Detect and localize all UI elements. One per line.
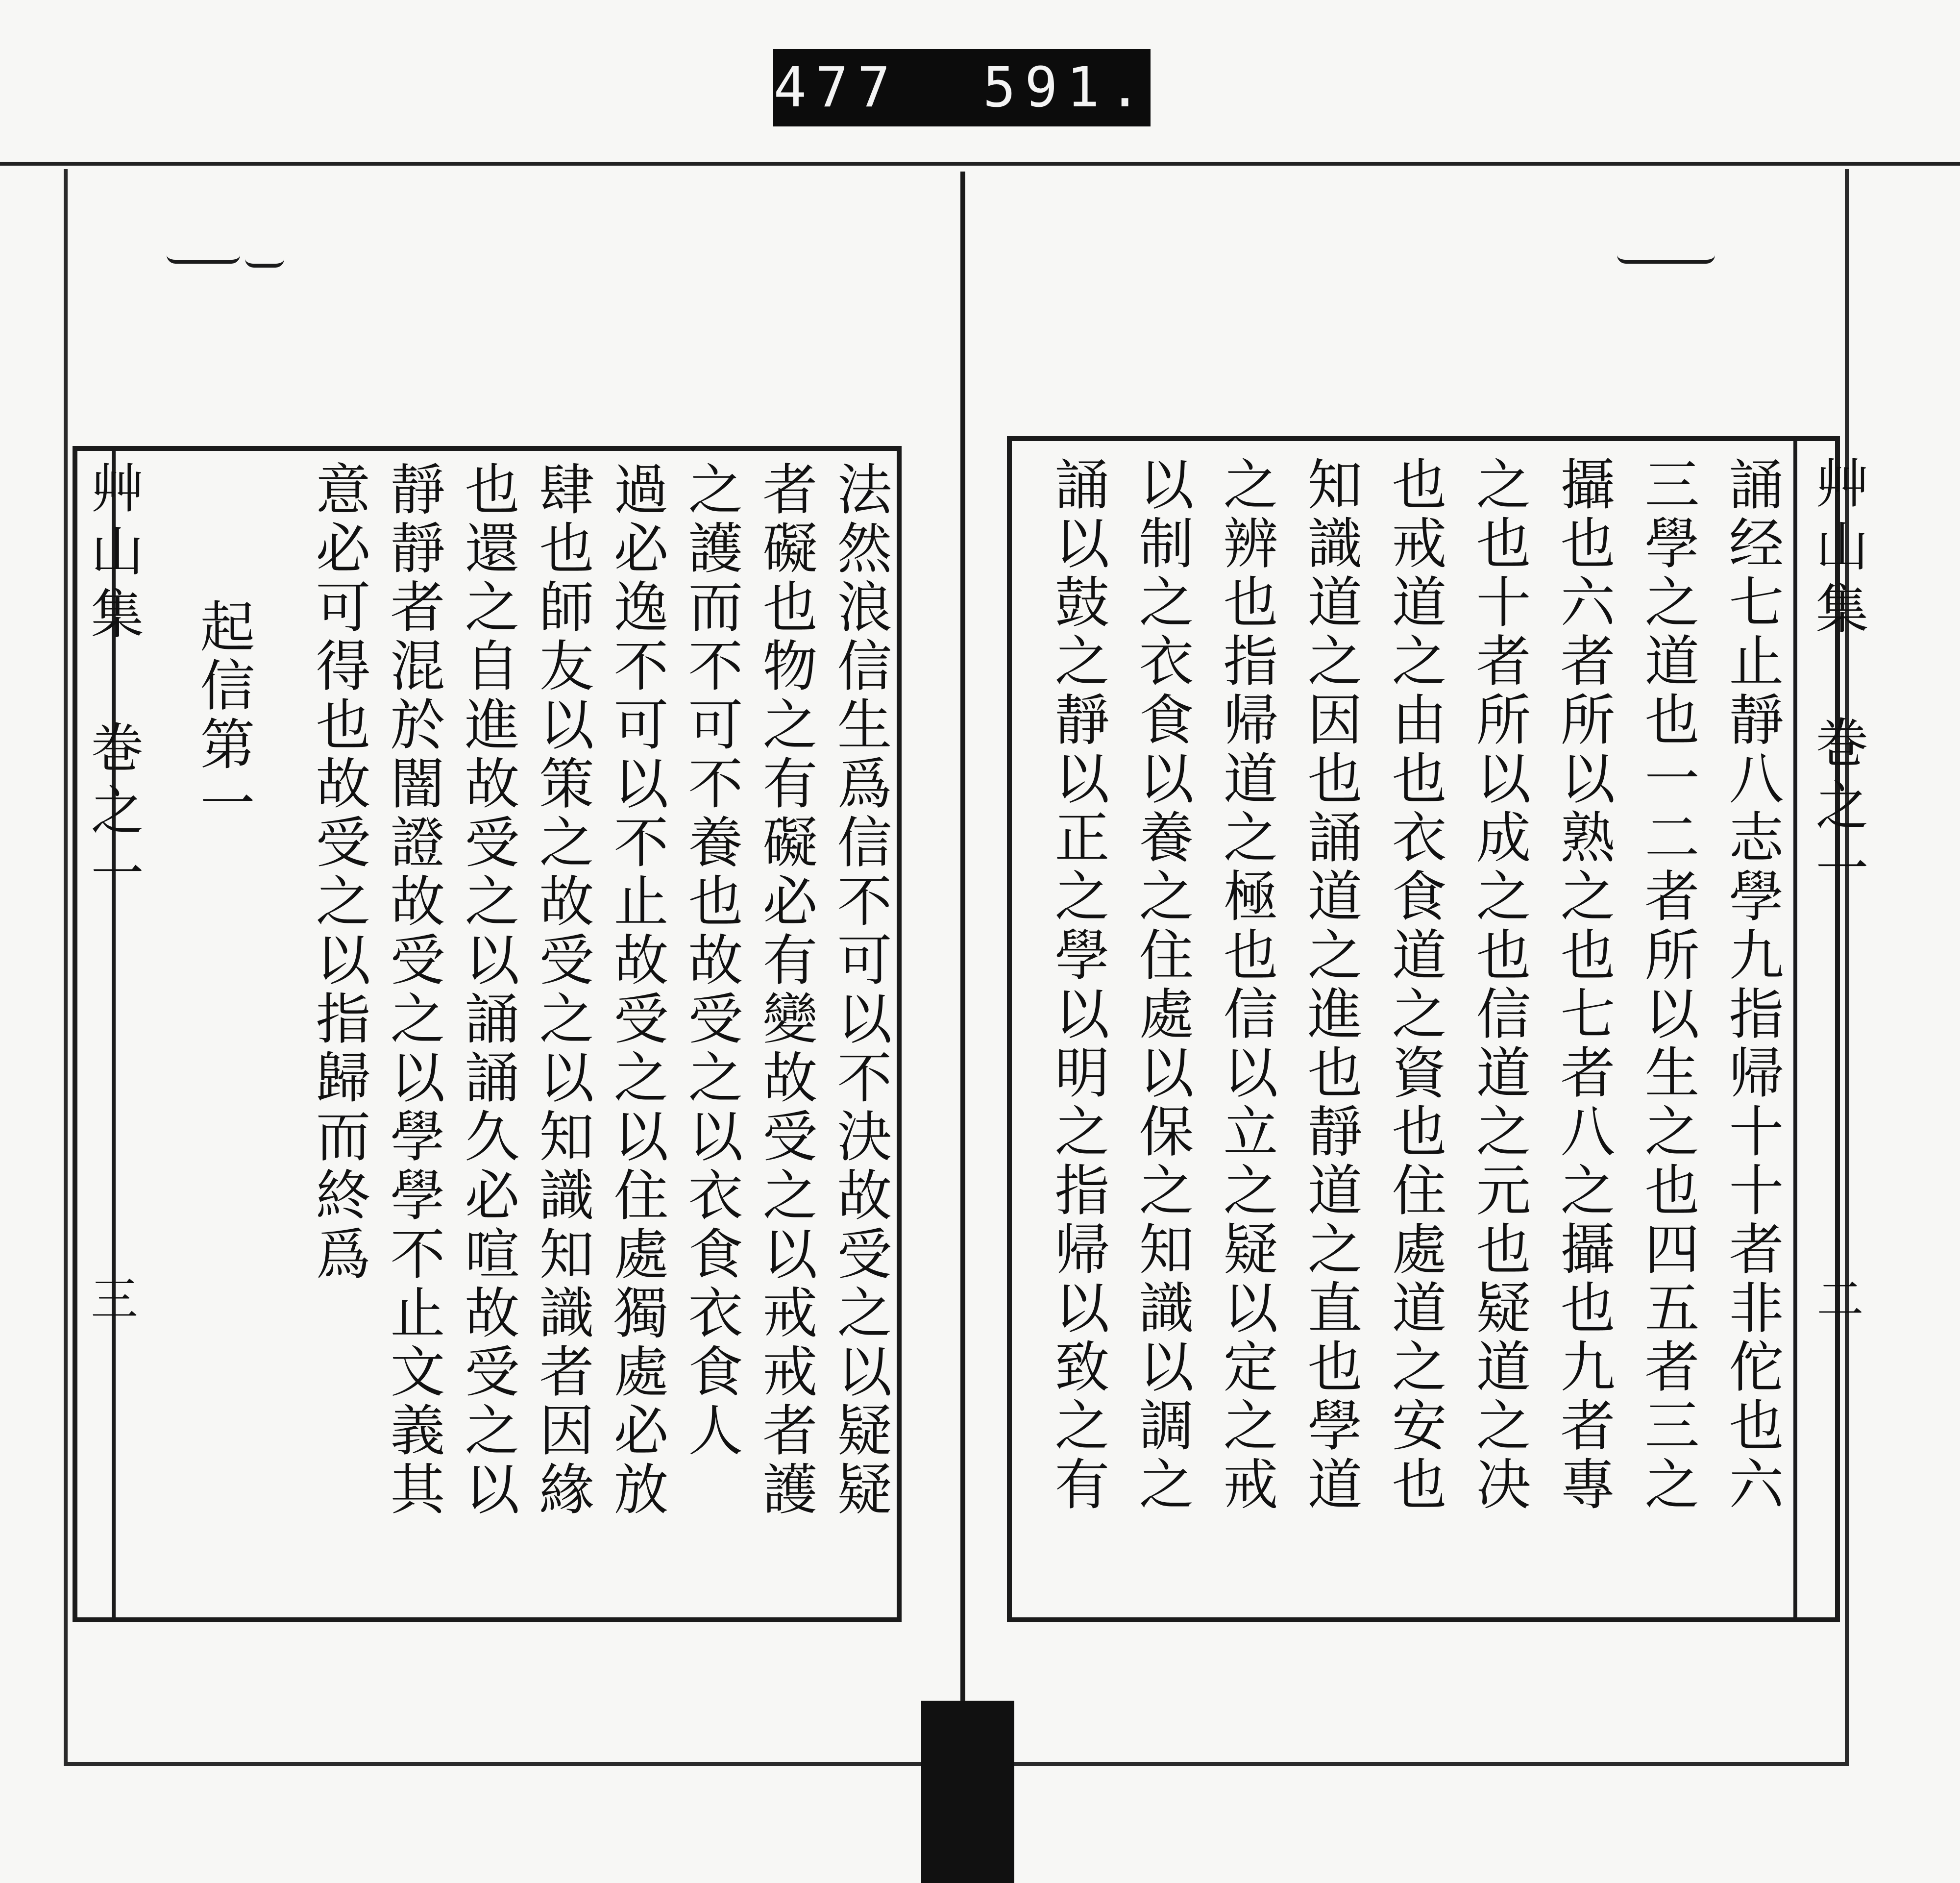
- text-column: 者礙也物之有礙必有變故受之以戒戒者護: [754, 461, 817, 1519]
- spine-shadow-block: [921, 1701, 1014, 1883]
- text-column: 三學之道也一二者所以生之也四五者三之: [1636, 456, 1699, 1514]
- text-column: 以制之衣食以養之住處以保之知識以調之: [1130, 456, 1194, 1514]
- text-column: 肆也師友以策之故受之以知識知識者因緣: [530, 461, 594, 1519]
- text-column: 過必逸不可以不止故受之以住處獨處必放: [605, 461, 668, 1519]
- text-column: 之辨也指帰道之極也信以立之疑以定之戒: [1214, 456, 1278, 1514]
- corner-mark-left-small: [245, 259, 284, 268]
- right-margin-line: [1793, 441, 1797, 1617]
- text-column: 之護而不可不養也故受之以衣食衣食人: [679, 461, 743, 1461]
- left-margin-title: 艸山集 巻之一: [82, 461, 143, 908]
- book-spine: [960, 172, 965, 1862]
- text-column: 知識道之因也誦道之進也靜道之直也學道: [1298, 456, 1362, 1514]
- text-column: 誦以鼓之靜以正之學以明之指帰以致之有: [1046, 456, 1109, 1514]
- text-column: 之也十者所以成之也信道之元也疑道之决: [1467, 456, 1531, 1514]
- text-column: 也還之自進故受之以誦誦久必喧故受之以: [456, 461, 519, 1519]
- right-margin-title: 艸山集 巻之一: [1807, 456, 1868, 903]
- text-column: 攝也六者所以熟之也七者八之攝也九者專: [1551, 456, 1615, 1514]
- corner-mark-right: [1617, 255, 1715, 264]
- catalog-label: 477 591.: [773, 49, 1151, 126]
- right-text-block: [1029, 456, 1788, 1612]
- corner-mark-left: [167, 255, 240, 264]
- left-page-number: 三: [83, 1274, 138, 1321]
- top-rule: [0, 162, 1960, 166]
- text-column: 靜靜者混於闇證故受之以學學不止文義其: [381, 461, 445, 1519]
- right-page-number: 二: [1809, 1274, 1864, 1321]
- text-column: 法然浪信生爲信不可以不決故受之以疑疑: [828, 461, 892, 1519]
- left-text-block: [122, 461, 897, 1608]
- text-column: 意必可得也故受之以指歸而終爲: [307, 461, 370, 1284]
- chapter-heading: 起信第一: [191, 598, 255, 833]
- text-column: 誦经七止靜八志學九指帰十十者非佗也六: [1720, 456, 1784, 1514]
- text-column: 也戒道之由也衣食道之資也住處道之安也: [1383, 456, 1446, 1514]
